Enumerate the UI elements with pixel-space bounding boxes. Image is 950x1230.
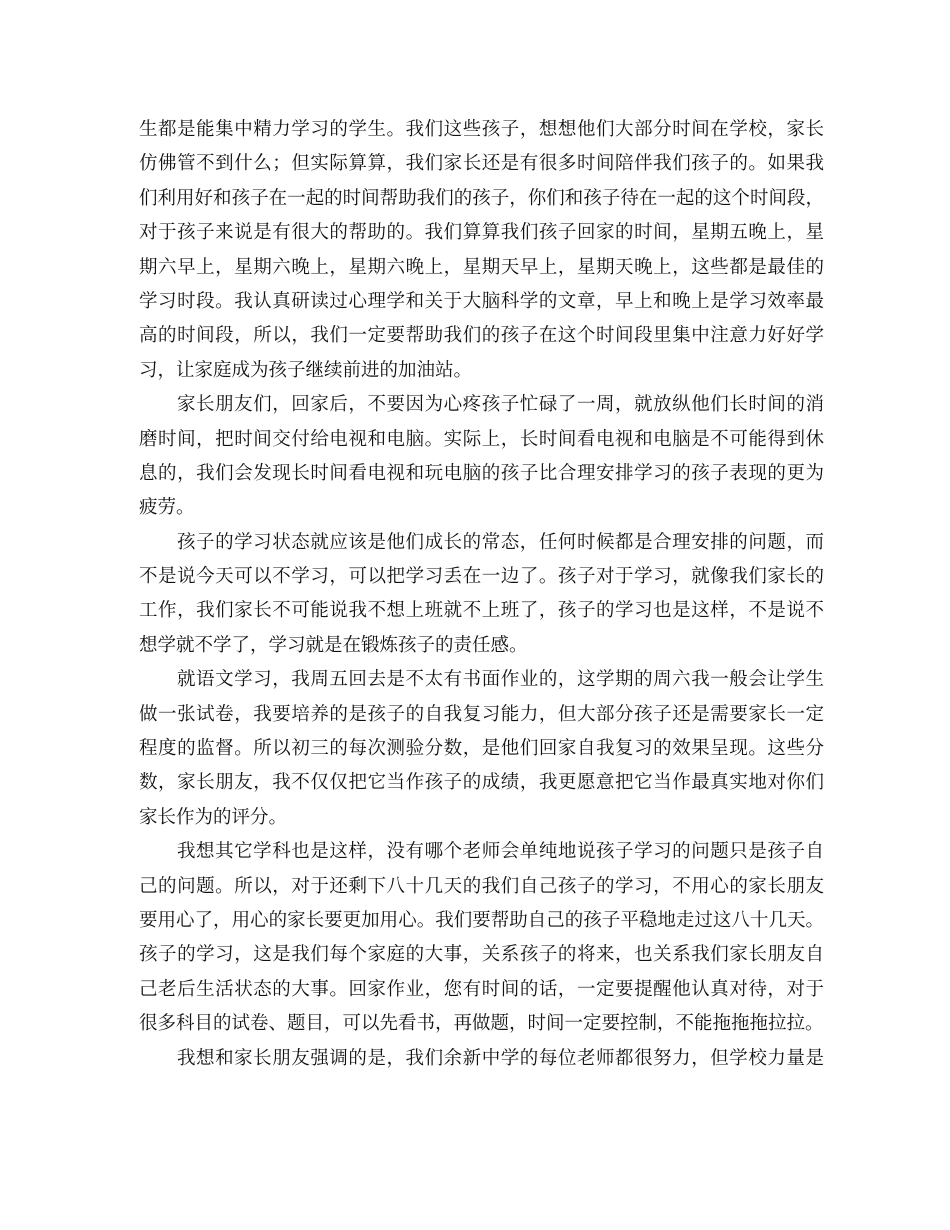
text-line: 不是说今天可以不学习，可以把学习丢在一边了。孩子对于学习，就像我们家长的 <box>139 566 824 588</box>
paragraph <box>139 526 824 664</box>
text-line: 做一张试卷，我要培养的是孩子的自我复习能力，但大部分孩子还是需要家长一定 <box>139 703 824 725</box>
text-line: 就语文学习，我周五回去是不太有书面作业的，这学期的周六我一般会让学生 <box>177 669 824 691</box>
paragraph <box>139 1042 824 1076</box>
paragraph <box>139 835 824 1041</box>
text-line: 息的，我们会发现长时间看电视和玩电脑的孩子比合理安排学习的孩子表现的更为 <box>139 462 824 484</box>
text-line: 家长作为的评分。 <box>139 806 288 828</box>
text-line: 仿佛管不到什么；但实际算算，我们家长还是有很多时间陪伴我们孩子的。如果我 <box>139 153 824 175</box>
text-line: 很多科目的试卷、题目，可以先看书，再做题，时间一定要控制，不能拖拖拖拉拉。 <box>139 1013 824 1035</box>
text-line: 期六早上，星期六晚上，星期六晚上，星期天早上，星期天晚上，这些都是最佳的 <box>139 256 824 278</box>
text-line: 我想其它学科也是这样，没有哪个老师会单纯地说孩子学习的问题只是孩子自 <box>177 841 824 863</box>
text-line: 习，让家庭成为孩子继续前进的加油站。 <box>139 359 473 381</box>
text-line: 学习时段。我认真研读过心理学和关于大脑科学的文章，早上和晚上是学习效率最 <box>139 290 824 312</box>
text-line: 生都是能集中精力学习的学生。我们这些孩子，想想他们大部分时间在学校，家长 <box>139 119 824 140</box>
text-line: 们利用好和孩子在一起的时间帮助我们的孩子，你们和孩子待在一起的这个时间段， <box>139 187 824 209</box>
text-line: 对于孩子来说是有很大的帮助的。我们算算我们孩子回家的时间，星期五晚上，星 <box>139 222 824 244</box>
text-line: 工作，我们家长不可能说我不想上班就不上班了，孩子的学习也是这样，不是说不 <box>139 600 824 622</box>
text-line: 己的问题。所以，对于还剩下八十几天的我们自己孩子的学习，不用心的家长朋友 <box>139 875 824 897</box>
text-line: 我想和家长朋友强调的是，我们余新中学的每位老师都很努力，但学校力量是 <box>177 1047 824 1069</box>
text-line: 数，家长朋友，我不仅仅把它当作孩子的成绩，我更愿意把它当作最真实地对你们 <box>139 772 824 794</box>
text-line: 要用心了，用心的家长要更加用心。我们要帮助自己的孩子平稳地走过这八十几天。 <box>139 909 824 931</box>
text-line: 孩子的学习，这是我们每个家庭的大事，关系孩子的将来，也关系我们家长朋友自 <box>139 944 824 966</box>
text-line: 孩子的学习状态就应该是他们成长的常态，任何时候都是合理安排的问题，而 <box>177 531 824 553</box>
paragraph <box>139 388 824 526</box>
document-body <box>139 113 824 1076</box>
text-line: 家长朋友们，回家后，不要因为心疼孩子忙碌了一周，就放纵他们长时间的消 <box>177 394 824 416</box>
text-line: 想学就不学了，学习就是在锻炼孩子的责任感。 <box>139 634 528 656</box>
text-line: 己老后生活状态的大事。回家作业，您有时间的话，一定要提醒他认真对待，对于 <box>139 978 824 1000</box>
paragraph <box>139 113 824 388</box>
text-line: 疲劳。 <box>139 497 195 519</box>
text-line: 磨时间，把时间交付给电视和电脑。实际上，长时间看电视和电脑是不可能得到休 <box>139 428 824 450</box>
paragraph <box>139 663 824 835</box>
text-line: 程度的监督。所以初三的每次测验分数，是他们回家自我复习的效果呈现。这些分 <box>139 738 824 760</box>
text-line: 高的时间段，所以，我们一定要帮助我们的孩子在这个时间段里集中注意力好好学 <box>139 325 824 347</box>
